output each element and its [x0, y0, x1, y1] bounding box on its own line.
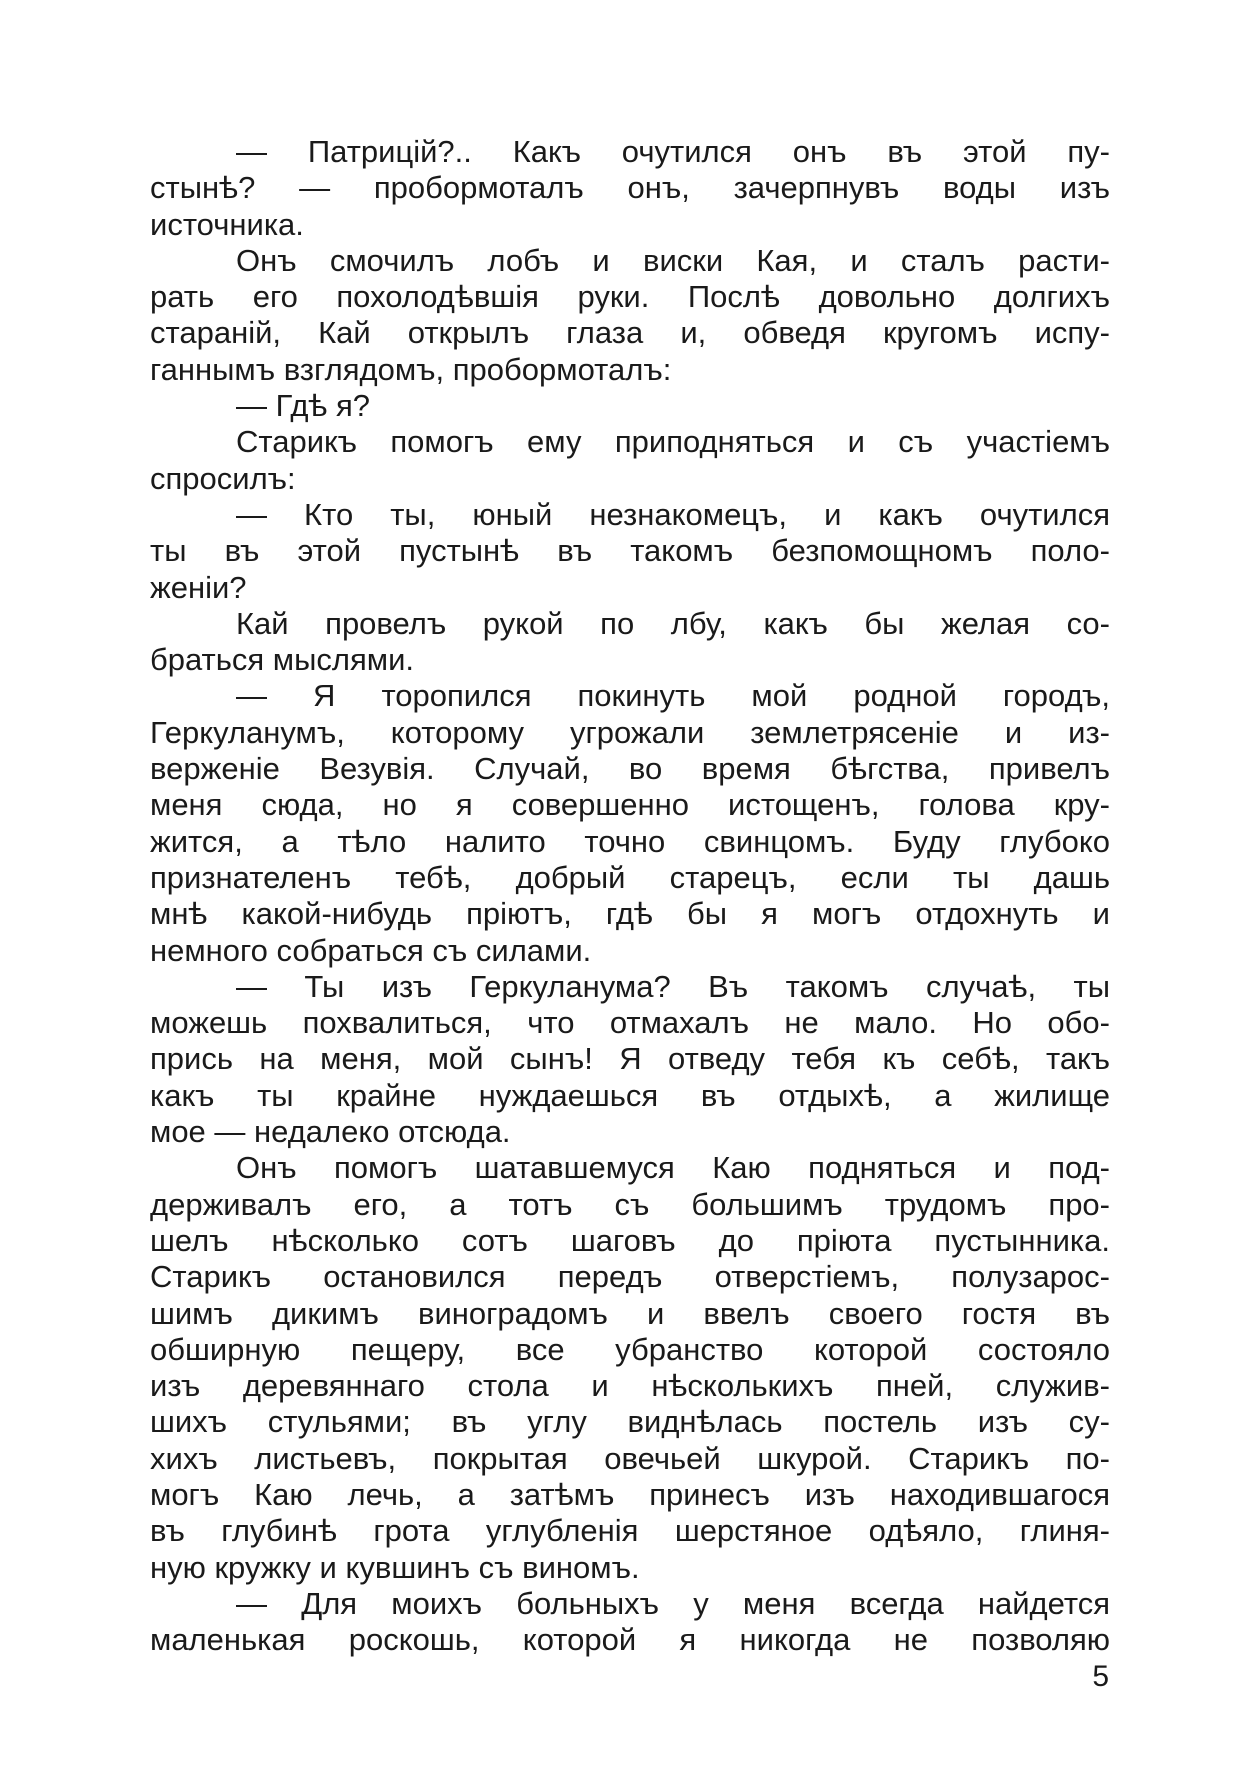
text-line: какъ ты крайне нуждаешься въ отдыхѣ, а жилище	[150, 1077, 1110, 1113]
text-line: Старикъ помогъ ему приподняться и съ участіемъ	[236, 424, 1110, 460]
text-line: Кай провелъ рукой по лбу, какъ бы желая со-	[236, 605, 1110, 641]
text-line: шелъ нѣсколько сотъ шаговъ до пріюта пустынника.	[150, 1222, 1110, 1258]
text-line: меня сюда, но я совершенно истощенъ, голова кру-	[150, 787, 1110, 823]
text-line: прись на меня, мой сынъ! Я отведу тебя къ себѣ, такъ	[150, 1041, 1110, 1077]
text-line: Старикъ остановился передъ отверстіемъ, полузарос-	[150, 1259, 1110, 1295]
text-line: стараній, Кай открылъ глаза и, обведя кругомъ испу-	[150, 315, 1110, 351]
page-number: 5	[1092, 1660, 1109, 1693]
text-line: стынѣ? — пробормоталъ онъ, зачерпнувъ воды изъ	[150, 170, 1110, 206]
text-line: рать его похолодѣвшія руки. Послѣ довольно долгихъ	[150, 279, 1110, 315]
text-line: — Кто ты, юный незнакомецъ, и какъ очутился	[236, 496, 1110, 532]
text-line: обширную пещеру, все убранство которой состояло	[150, 1331, 1110, 1367]
text-line: шихъ стульями; въ углу виднѣлась постель изъ су-	[150, 1404, 1110, 1440]
text-line: шимъ дикимъ виноградомъ и ввелъ своего гостя въ	[150, 1295, 1110, 1331]
text-line: спросилъ:	[150, 460, 296, 496]
text-line: можешь похвалиться, что отмахалъ не мало. Но обо-	[150, 1005, 1110, 1041]
text-line: — Патрицій?.. Какъ очутился онъ въ этой пу-	[236, 134, 1110, 169]
text-line: жится, а тѣло налито точно свинцомъ. Буду глубоко	[150, 823, 1110, 859]
text-line: Онъ помогъ шатавшемуся Каю подняться и под-	[236, 1150, 1110, 1186]
text-line: мнѣ какой-нибудь пріютъ, гдѣ бы я могъ отдохнуть и	[150, 896, 1110, 932]
text-line: ты въ этой пустынѣ въ такомъ безпомощномъ поло-	[150, 533, 1110, 569]
text-line: могъ Каю лечь, а затѣмъ принесъ изъ находившагося	[150, 1476, 1110, 1512]
text-line: немного собраться съ силами.	[150, 932, 592, 968]
text-line: признателенъ тебѣ, добрый старецъ, если ты дашь	[150, 859, 1110, 895]
text-line: мое — недалеко отсюда.	[150, 1114, 511, 1150]
text-line: Геркуланумъ, которому угрожали землетрясеніе и из-	[150, 714, 1110, 750]
text-line: женіи?	[150, 569, 247, 605]
text-line: — Гдѣ я?	[236, 388, 371, 424]
text-line: ганнымъ взглядомъ, пробормоталъ:	[150, 351, 672, 387]
text-line: въ глубинѣ грота углубленія шерстяное одѣяло, глиня-	[150, 1513, 1110, 1549]
text-line: — Для моихъ больныхъ у меня всегда найдется	[236, 1585, 1110, 1621]
text-line: изъ деревяннаго стола и нѣсколькихъ пней, служив-	[150, 1368, 1110, 1404]
text-line: — Ты изъ Геркуланума? Въ такомъ случаѣ, ты	[236, 968, 1110, 1004]
text-line: верженіе Везувія. Случай, во время бѣгства, привелъ	[150, 751, 1110, 787]
text-line: держивалъ его, а тотъ съ большимъ трудомъ про-	[150, 1186, 1110, 1222]
text-line: — Я торопился покинуть мой родной городъ,	[236, 678, 1110, 714]
text-line: браться мыслями.	[150, 642, 415, 678]
text-line: источника.	[150, 206, 304, 242]
text-line: маленькая роскошь, которой я никогда не позволяю	[150, 1622, 1110, 1658]
text-line: Онъ смочилъ лобъ и виски Кая, и сталъ расти-	[236, 242, 1110, 278]
text-line: ную кружку и кувшинъ съ виномъ.	[150, 1549, 640, 1585]
text-line: хихъ листьевъ, покрытая овечьей шкурой. Старикъ по-	[150, 1440, 1110, 1476]
body-text	[150, 134, 1110, 1658]
